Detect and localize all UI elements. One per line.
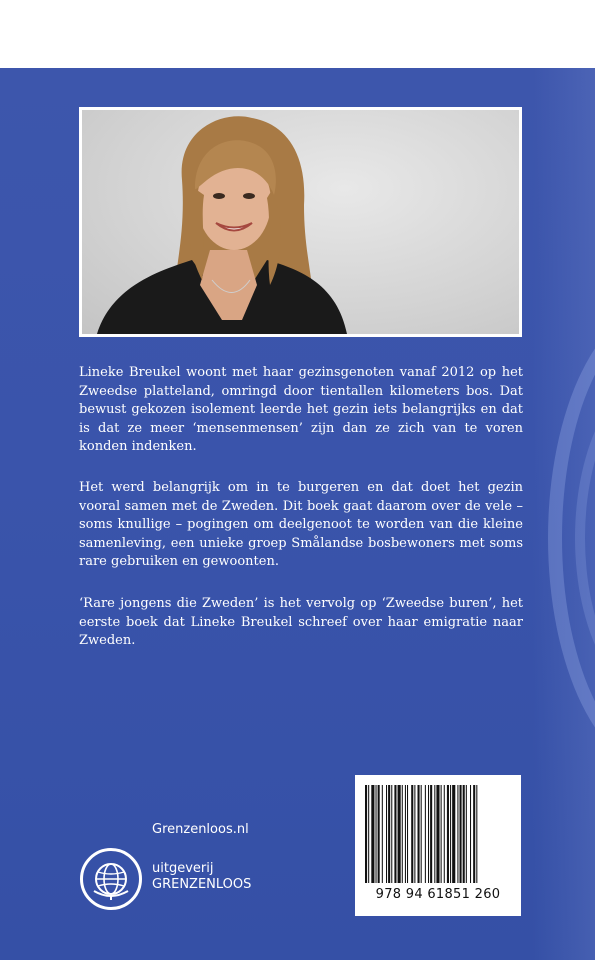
barcode-bar: [441, 785, 442, 883]
barcode-bar: [398, 785, 401, 883]
globe-icon: [80, 848, 142, 910]
barcode-bar: [414, 785, 415, 883]
author-photo: [79, 107, 522, 337]
barcode-bar: [391, 785, 392, 883]
barcode-bar: [460, 785, 462, 883]
blurb-paragraph-1: Lineke Breukel woont met haar gezinsgenoten vanaf 2012 op het Zweedse platteland, omringd door tientallen kilometers bos. Dat bewust gekozen isolement leerde het gezin iets belangrijks en dat is dat ze meer ‘mensenmensen’ zijn dan ze zich van te voren konden indenken.: [79, 365, 523, 454]
barcode-bar: [428, 785, 429, 883]
barcode-bar: [425, 785, 426, 883]
barcode-bar: [421, 785, 422, 883]
blurb-paragraph-3: ‘Rare jongens die Zweden’ is het vervolg op ‘Zweedse buren’, het eerste boek dat Lineke Breukel schreef over haar emigratie naar Zweden.: [79, 596, 523, 648]
barcode-bar: [436, 785, 439, 883]
barcode-bar: [407, 785, 408, 883]
barcode-bar: [473, 785, 475, 883]
barcode-bar: [447, 785, 449, 883]
barcode-bar: [365, 785, 367, 883]
barcode-bar: [444, 785, 445, 883]
publisher-name: [152, 861, 251, 893]
barcode-bar: [466, 785, 467, 883]
barcode-bar: [470, 785, 471, 883]
barcode-bar: [463, 785, 465, 883]
barcode-bar: [386, 785, 387, 883]
barcode-bar: [394, 785, 396, 883]
barcode-bar: [452, 785, 455, 883]
barcode-bar: [368, 785, 369, 883]
barcode-bar: [376, 785, 377, 883]
barcode-bar: [430, 785, 432, 883]
barcode-bar: [411, 785, 413, 883]
barcode-bar: [371, 785, 374, 883]
publisher-website: Grenzenloos.nl: [152, 822, 249, 837]
barcode-bar: [388, 785, 390, 883]
barcode-bar: [382, 785, 383, 883]
barcode-bar: [457, 785, 458, 883]
isbn-number: 978 94 61851 260: [375, 887, 501, 902]
barcode-bar: [402, 785, 403, 883]
isbn-barcode: [355, 775, 521, 916]
barcode-bar: [378, 785, 380, 883]
blurb-paragraph-2: Het werd belangrijk om in te burgeren en dat doet het gezin vooral samen met de Zweden. Dit boek gaat daarom over de vele – soms knullige – pogingen om deelgenoot te worden van die kleine samenleving, een unieke groep Smålandse bosbewoners met soms rare gebruiken en gewoonten.: [79, 480, 523, 569]
barcode-bars: [365, 785, 511, 883]
back-cover: [0, 68, 595, 960]
barcode-bar: [434, 785, 435, 883]
publisher-line-1: uitgeverij: [152, 861, 214, 876]
barcode-bar: [476, 785, 477, 883]
barcode-bar: [418, 785, 420, 883]
publisher-line-2: GRENZENLOOS: [152, 877, 252, 892]
barcode-bar: [450, 785, 451, 883]
barcode-bar: [405, 785, 406, 883]
